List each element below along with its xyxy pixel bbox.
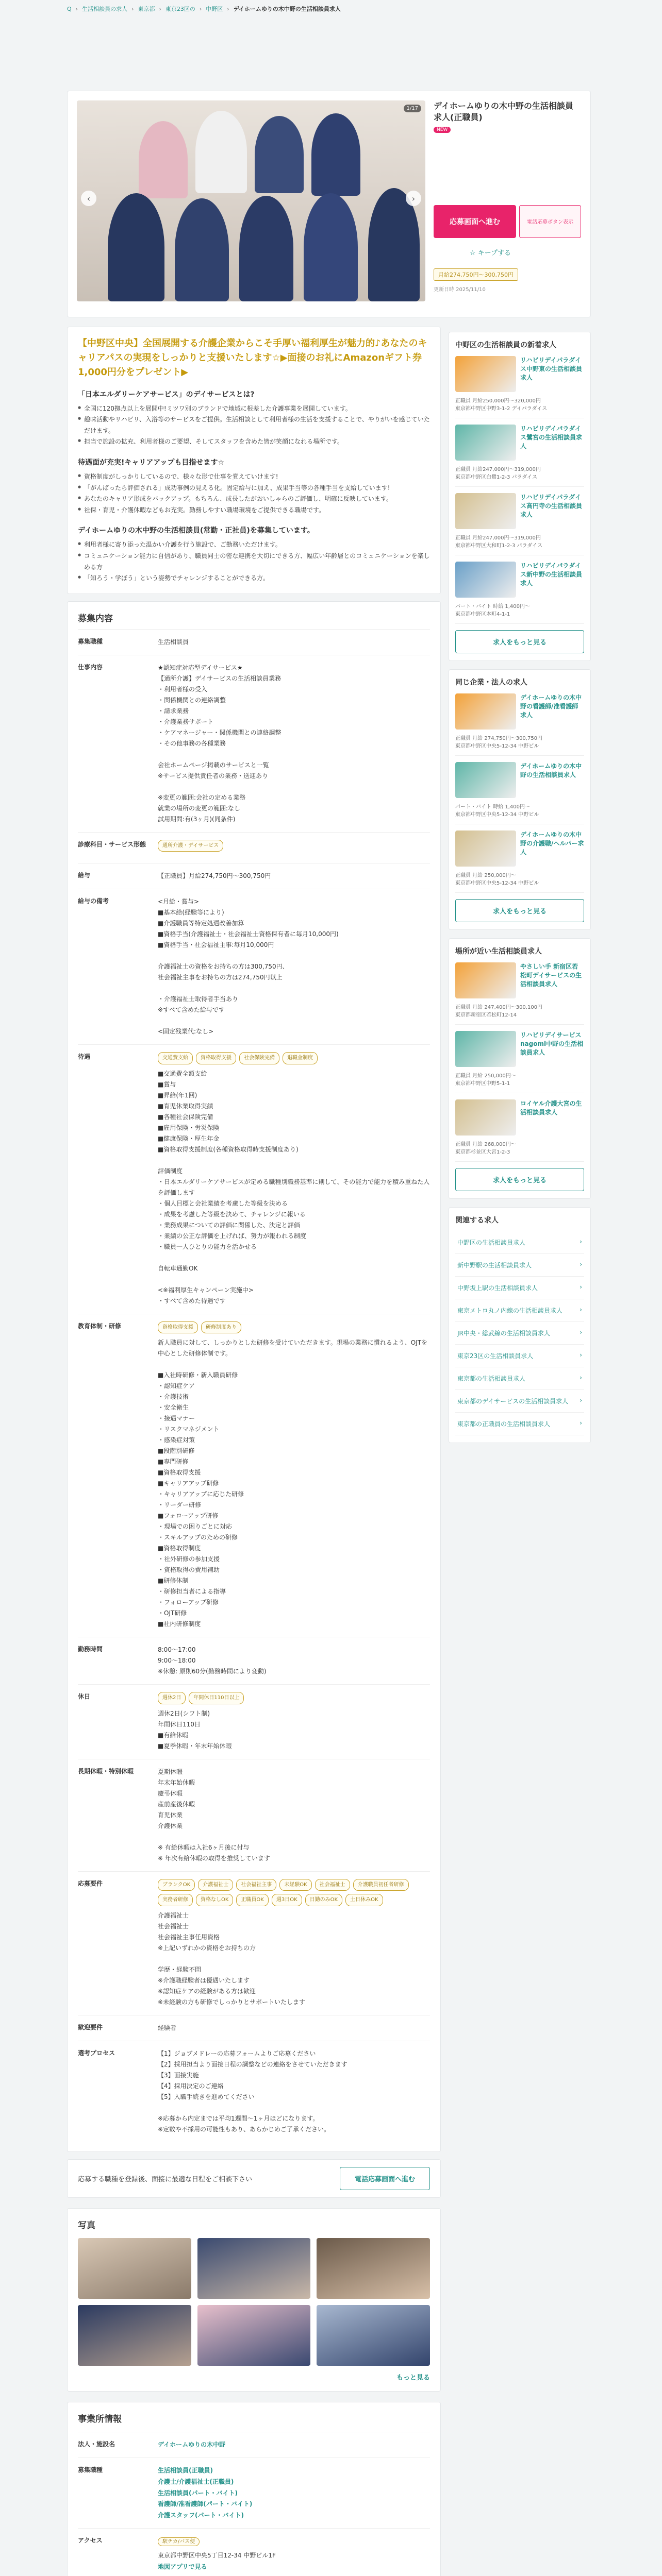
recruit-row-label: 給与 — [78, 872, 91, 879]
side-job-meta: 正職員 月給 268,000円〜 東京都杉並区大宮1-2-3 — [455, 1141, 584, 1162]
recruit-row-value — [158, 2023, 430, 2033]
photo-thumb[interactable] — [317, 2305, 430, 2366]
feature-tag: 社会保険完備 — [239, 1052, 279, 1064]
tag-list — [158, 1321, 430, 1334]
recruit-row-label: 長期休暇・特別休暇 — [78, 1767, 134, 1775]
office-address: 東京都中野区中央5丁目12-34 中野ビル1F — [158, 2551, 276, 2559]
breadcrumb-separator-icon: › — [227, 5, 229, 12]
feature-tag: 未経験OK — [279, 1879, 311, 1891]
recruit-row — [78, 1314, 430, 1637]
photo-counter: 1/17 — [404, 105, 421, 112]
recruit-row-value — [158, 1692, 430, 1752]
chevron-right-icon: › — [580, 1397, 582, 1404]
pay-badge: 月給274,750円〜300,750円 — [434, 268, 518, 281]
near-jobs-more-button[interactable]: 求人をもっと見る — [455, 630, 584, 653]
chevron-right-icon: › — [580, 1306, 582, 1313]
related-job-link[interactable] — [455, 1390, 584, 1413]
recruit-row-label: 選考プロセス — [78, 2049, 115, 2057]
side-job-thumb — [455, 831, 516, 867]
recruit-row-value — [158, 1645, 430, 1677]
recruit-row-label: 休日 — [78, 1693, 91, 1701]
office-job-link[interactable]: 介護士/介護福祉士(正職員) — [158, 2478, 234, 2485]
photo-thumb[interactable] — [197, 2305, 311, 2366]
recruit-row-label: 給与の備考 — [78, 897, 109, 905]
side-job-title[interactable]: リハビリデイパラダイス高円寺の生活相談員求人 — [520, 494, 583, 518]
related-job-label: 中野坂上駅の生活相談員求人 — [457, 1284, 538, 1292]
prev-photo-button[interactable]: ‹ — [81, 191, 96, 206]
side-job-meta: 正職員 月給 274,750円〜300,750円 東京都中野区中央5-12-34 中野ビル — [455, 735, 584, 756]
recruit-row-text: 介護福祉士 社会福祉士 社会福祉主事任用資格 ※上記いずれかの資格をお持ちの方 学歴・経験不問 ※介護職経験者は優遇いたします ※認知症ケアの経験がある方は歓迎 ※未経験の方も研修でしっかりとサポートいたします — [158, 1911, 306, 2006]
side-job-meta: 正職員 月給 250,000円〜 東京都中野区中央5-12-34 中野ビル — [455, 872, 584, 893]
related-job-link[interactable] — [455, 1254, 584, 1277]
side-job-meta: 正職員 月給250,000円〜320,000円 東京都中野区中野3-1-2 デイパラダイス — [455, 397, 584, 418]
side-job-card[interactable] — [455, 356, 584, 392]
area-jobs-box — [449, 938, 591, 1199]
related-job-link[interactable] — [455, 1413, 584, 1435]
recruit-row — [78, 1684, 430, 1759]
side-job-title[interactable]: リハビリデイパラダイス新中野の生活相談員求人 — [520, 562, 583, 587]
updated-date: 更新日時 2025/11/10 — [434, 286, 486, 293]
recruit-row-value — [158, 896, 430, 1037]
intro-list-1 — [78, 403, 430, 448]
feature-tag: 土日休みOK — [345, 1894, 383, 1906]
photos-title: 写真 — [78, 2220, 95, 2231]
related-job-label: 東京都のデイサービスの生活相談員求人 — [457, 1398, 569, 1405]
recruit-row-label: 待遇 — [78, 1053, 91, 1061]
chevron-right-icon: › — [580, 1419, 582, 1427]
apply-button[interactable]: 応募画面へ進む — [434, 205, 516, 238]
feature-tag: 介護職員初任者研修 — [353, 1879, 409, 1891]
recruit-row — [78, 1759, 430, 1871]
office-access-label: アクセス — [78, 2537, 103, 2545]
recruit-row-label: 応募要件 — [78, 1879, 103, 1887]
photos-section — [67, 2208, 441, 2392]
side-job-thumb — [455, 425, 516, 461]
feature-tag: 正職員OK — [236, 1894, 268, 1906]
next-photo-button[interactable]: › — [406, 191, 421, 206]
side-job-thumb — [455, 1031, 516, 1067]
recruit-row-label: 教育体制・研修 — [78, 1322, 122, 1330]
recruit-row-text: 8:00〜17:00 9:00〜18:00 ※休憩: 原則60分(勤務時間により変動) — [158, 1646, 267, 1675]
recruit-row — [78, 629, 430, 655]
recruit-title: 募集内容 — [78, 613, 113, 624]
map-app-link[interactable]: 地図アプリで見る — [158, 2563, 207, 2570]
new-badge: NEW — [434, 127, 451, 133]
side-job-title[interactable]: デイホームゆりの木中野の看護師/准看護師求人 — [520, 694, 582, 719]
feature-tag: 年間休日110日以上 — [189, 1692, 244, 1704]
recruit-row-value — [158, 1321, 430, 1630]
chevron-right-icon: › — [580, 1329, 582, 1336]
breadcrumb — [0, 0, 662, 18]
side-job-title[interactable]: やさしい手 新宿区若松町デイサービスの生活相談員求人 — [520, 963, 582, 988]
recruit-row-value — [158, 2048, 430, 2135]
office-job-link[interactable]: 生活相談員(パート・バイト) — [158, 2489, 238, 2497]
job-title: デイホームゆりの木中野の生活相談員求人(正職員) — [434, 101, 573, 123]
intro-list-item: ● 利用者様に寄り添った温かい介護を行う施設で、ご勤務いただけます。 — [78, 539, 430, 551]
recruit-row-text: 【正職員】月給274,750円〜300,750円 — [158, 872, 271, 880]
tag-list — [158, 840, 430, 852]
side-job-card[interactable] — [455, 762, 584, 798]
office-section — [67, 2402, 441, 2576]
area-jobs-title: 場所が近い生活相談員求人 — [455, 947, 542, 956]
recruit-row-value — [158, 1767, 430, 1864]
chevron-right-icon: › — [580, 1283, 582, 1291]
photo-thumb[interactable] — [197, 2238, 311, 2299]
related-job-label: 東京メトロ丸ノ内線の生活相談員求人 — [457, 1307, 563, 1314]
recruit-row-text: 経験者 — [158, 2024, 177, 2031]
intro-heading-2: 待遇面が充実!キャリアアップも目指せます☆ — [78, 459, 224, 467]
photo-thumb[interactable] — [317, 2238, 430, 2299]
hero-photo[interactable] — [77, 100, 425, 301]
recruit-row — [78, 1637, 430, 1684]
chevron-right-icon: › — [580, 1238, 582, 1245]
intro-section — [67, 327, 441, 594]
recruit-row-text: ■交通費全額支給 ■賞与 ■昇給(年1回) ■育児休業取得実績 ■各種社会保険完備 ■雇用保険・労災保険 ■健康保険・厚生年金 ■資格取得支援制度(各種資格取得時支援制度あり) 評価制度 ・日本エルダリーケアサービスが定める職種別職務基準に則して、その能力で能力を積み重ねた人を評価します ・個人目標と会社業績を考慮した等級を決める ・成果を考慮した等級を決めて、チャレンジに報いる ・業務成果についての評価に関係した、決定と評価 ・業績の公正な評価を上げれば、努力が報われる制度 ・職員一人ひとりの能力を活かせる 自転車通勤OK <※福利厚生キャンペーン実施中> ・すべて含めた待遇です — [158, 1070, 430, 1304]
related-job-label: JR中央・総武線の生活相談員求人 — [457, 1330, 550, 1337]
office-job-link[interactable]: 看護師/准看護師(パート・バイト) — [158, 2500, 253, 2508]
chevron-right-icon: › — [580, 1374, 582, 1381]
tag-list — [158, 1052, 430, 1064]
area-jobs-more-button[interactable]: 求人をもっと見る — [455, 1168, 584, 1191]
side-job-thumb — [455, 962, 516, 998]
feature-tag: 資格取得支援 — [158, 1321, 198, 1334]
related-job-label: 中野区の生活相談員求人 — [457, 1239, 526, 1246]
intro-list-item: ● 担当で施設の拡充、利用者様のご要望、そしてスタッフを含めた皆が笑顔になれる場所です。 — [78, 436, 430, 448]
recruit-row-label: 募集職種 — [78, 637, 103, 645]
same-company-box — [449, 669, 591, 930]
side-job-title[interactable]: デイホームゆりの木中野の生活相談員求人 — [520, 762, 582, 778]
side-job-meta: パート・バイト 時給 1,400円〜 東京都中野区本町4-1-1 — [455, 603, 584, 624]
side-job-meta: 正職員 月給 250,000円〜 東京都中野区中野5-1-1 — [455, 1072, 584, 1093]
recruit-row — [78, 655, 430, 832]
recruit-row-label: 診療科目・サービス形態 — [78, 840, 146, 848]
intro-list-item: ● 資格制度がしっかりしているので、様々な形で仕事を覚えていけます! — [78, 471, 430, 483]
cta-bar — [67, 2159, 441, 2198]
intro-lead: 【中野区中央】全国展開する介護企業からこそ手厚い福利厚生が魅力的♪あなたのキャリアパスの実現をしっかりと支援いたします☆▶面接のお礼にAmazonギフト券1,000円分をプレゼント▶ — [78, 338, 427, 378]
office-jobs-label: 募集職種 — [78, 2466, 103, 2474]
feature-tag: 交通費支給 — [158, 1052, 193, 1064]
related-job-link[interactable] — [455, 1277, 584, 1299]
side-job-thumb — [455, 562, 516, 598]
feature-tag: 社会福祉士 — [315, 1879, 350, 1891]
side-job-thumb — [455, 1099, 516, 1136]
breadcrumb-link[interactable]: Q — [67, 5, 72, 12]
feature-tag: 介護福祉士 — [198, 1879, 233, 1891]
breadcrumb-link[interactable]: 東京23区の — [165, 6, 195, 12]
related-job-link[interactable] — [455, 1322, 584, 1345]
recruit-section — [67, 601, 441, 2152]
tel-apply-button[interactable]: 電話応募ボタン表示 — [519, 205, 581, 238]
breadcrumb-separator-icon: › — [75, 5, 78, 12]
recruit-row-label: 歓迎要件 — [78, 2023, 103, 2031]
office-name-label: 法人・施設名 — [78, 2440, 115, 2448]
photo-thumb[interactable] — [78, 2305, 191, 2366]
office-title: 事業所情報 — [78, 2414, 122, 2425]
intro-heading-1: 「日本エルダリーケアサービス」のデイサービスとは? — [78, 390, 255, 399]
side-job-card[interactable] — [455, 962, 584, 998]
same-company-title: 同じ企業・法人の求人 — [455, 679, 527, 687]
recruit-row — [78, 1044, 430, 1314]
side-job-title[interactable]: リハビリデイパラダイス鷺宮の生活相談員求人 — [520, 425, 583, 450]
side-job-meta: 正職員 月給247,000円〜319,000円 東京都中野区大和町1-2-3 パラダイス — [455, 534, 584, 555]
breadcrumb-link[interactable]: 東京都 — [138, 6, 155, 12]
recruit-row — [78, 889, 430, 1044]
recruit-row-text: 週休2日(シフト制) 年間休日110日 ■有給休暇 ■夏季休暇・年末年始休暇 — [158, 1709, 232, 1750]
feature-tag: 日勤のみOK — [305, 1894, 342, 1906]
recruit-row-label: 仕事内容 — [78, 663, 103, 671]
recruit-row — [78, 2015, 430, 2041]
job-header — [67, 91, 591, 317]
feature-tag: 研修制度あり — [201, 1321, 241, 1334]
recruit-row — [78, 832, 430, 863]
side-job-thumb — [455, 762, 516, 798]
intro-list-item: ● 全国に120拠点以上を展開中!ミツワ別のブランドで地域に根差した介護事業を展開しています。 — [78, 403, 430, 415]
side-job-meta: 正職員 月給247,000円〜319,000円 東京都中野区白鷺1-2-3 パラダイス — [455, 466, 584, 487]
recruit-row — [78, 863, 430, 889]
side-job-card[interactable] — [455, 693, 584, 730]
related-job-label: 新中野駅の生活相談員求人 — [457, 1262, 532, 1269]
same-jobs-more-button[interactable]: 求人をもっと見る — [455, 899, 584, 922]
side-job-meta: 正職員 月給 247,400円〜300,100円 東京都新宿区若松町12-14 — [455, 1004, 584, 1025]
side-job-thumb — [455, 493, 516, 529]
side-job-card[interactable] — [455, 1099, 584, 1136]
intro-list-3 — [78, 539, 430, 584]
intro-list-item: ● 趣味活動やリハビリ、入浴等のサービスをご提供。生活相談として利用者様の生活を支援することで、やりがいを感じていただけます。 — [78, 414, 430, 436]
tag-list — [158, 1879, 430, 1906]
recruit-row-text: <月給・賞与> ■基本給(経験等により) ■介護職員等特定処遇改善加算 ■資格手当(介護福祉士・社会福祉士資格保有者に毎月10,000円) ■資格手当・社会福祉主事:毎月10,000円 介護福祉士の資格をお持ちの方は300,750円、 社会福祉主事をお持ちの方は274,750円以上 ・介護福祉士取得者手当あり ※すべて含めた給与です <固定残業代:なし> — [158, 898, 339, 1036]
feature-tag: ブランクOK — [158, 1879, 195, 1891]
intro-list-2 — [78, 471, 430, 516]
side-job-thumb — [455, 693, 516, 730]
side-job-meta: パート・バイト 時給 1,400円〜 東京都中野区中央5-12-34 中野ビル — [455, 803, 584, 824]
feature-tag: 資格なしOK — [196, 1894, 233, 1906]
side-job-card[interactable] — [455, 562, 584, 598]
side-job-card[interactable] — [455, 493, 584, 529]
intro-list-item: ● あなたのキャリア形成をバックアップ。もちろん、成長したがおいしゃらのご評価し、明確に反映しています。 — [78, 494, 430, 505]
recruit-row-label: 勤務時間 — [78, 1646, 103, 1653]
keep-button[interactable]: ☆ キープする — [469, 249, 511, 257]
side-job-card[interactable] — [455, 831, 584, 867]
recruit-row-value — [158, 1052, 430, 1307]
photos-more-link[interactable]: もっと見る — [396, 2374, 430, 2382]
related-job-link[interactable] — [455, 1345, 584, 1367]
side-job-title[interactable]: リハビリデイサービスnagomi中野の生活相談員求人 — [520, 1031, 584, 1056]
feature-tag: 資格取得支援 — [196, 1052, 236, 1064]
breadcrumb-separator-icon: › — [159, 5, 161, 12]
intro-list-item: ● 「がんばったら評価される」成功事例の見える化。固定給与に加え、成果手当等の各種手当を支給しています! — [78, 483, 430, 494]
side-job-card[interactable] — [455, 1031, 584, 1067]
recruit-row-value — [158, 871, 430, 882]
related-job-label: 東京23区の生活相談員求人 — [457, 1352, 534, 1360]
chevron-right-icon: › — [580, 1351, 582, 1359]
related-job-link[interactable] — [455, 1367, 584, 1390]
breadcrumb-separator-icon: › — [131, 5, 134, 12]
recruit-row-text: ★認知症対応型デイサービス★ 【通所介護】デイサービスの生活相談員業務 ・利用者様の受入 ・関係機関との連絡調整 ・請求業務 ・介護業務サポート ・ケアマネージャー・関係機関との連絡調整 ・その他事務の各種業務 会社ホームページ掲載のサービスと一覧 ※サービス提供責任者の業務・送迎あり ※変更の範囲:会社の定める業務 就業の場所の変更の範囲:なし 試用期間:有(3ヶ月)(同条件) — [158, 664, 282, 823]
recruit-row-text: 夏期休暇 年末年始休暇 慶弔休暇 産前産後休暇 育児休業 介護休業 ※ 有給休暇は入社6ヶ月後に付与 ※ 年次有給休暇の取得を推奨しています — [158, 1768, 270, 1862]
feature-tag: 通所介護・デイサービス — [158, 840, 223, 852]
feature-tag: 退職金制度 — [283, 1052, 318, 1064]
recruit-row-text: 新人職員に対して、しっかりとした研修を受けていただきます。現場の業務に慣れるよう、OJTを中心とした研修体制です。 ■入社時研修・新入職員研修 ・認知症ケア ・介護技術 ・安全衛生 ・接遇マナー ・リスクマネジメント ・感染症対策 ■段階別研修 ■専門研修 ■資格取得支援 ■キャリアアップ研修 ・キャリアアップに応じた研修 ・リーダー研修 ■フォローアップ研修 ・現場での困りごとに対応 ・スキルアップのための研修 ■資格取得制度 ・社外研修の参加支援 ・資格取得の費用補助 ■研修体制 ・研修担当者による指導 ・フォローアップ研修 ・OJT研修 ■社内研修制度 — [158, 1339, 428, 1628]
related-jobs-title: 関連する求人 — [455, 1216, 499, 1225]
related-job-label: 東京都の正職員の生活相談員求人 — [457, 1420, 551, 1428]
breadcrumb-separator-icon: › — [199, 5, 202, 12]
access-tag: 駅チカ/バス便 — [158, 2537, 200, 2546]
related-job-link[interactable] — [455, 1231, 584, 1254]
office-job-link[interactable]: 介護スタッフ(パート・バイト) — [158, 2511, 244, 2519]
recruit-row — [78, 1871, 430, 2015]
recruit-row-text: 生活相談員 — [158, 638, 189, 646]
feature-tag: 社会福祉主事 — [236, 1879, 276, 1891]
related-job-link[interactable] — [455, 1299, 584, 1322]
intro-list-item: ● コミュニケーション能力に自信があり、職員同士の密な連携を大切にできる方、幅広い年齢層とのコミュニケーションを楽しめる方 — [78, 551, 430, 573]
recruit-row-value — [158, 1879, 430, 2008]
recruit-row-value — [158, 663, 430, 825]
photo-thumb[interactable] — [78, 2238, 191, 2299]
related-job-label: 東京都の生活相談員求人 — [457, 1375, 526, 1382]
recruit-row-value — [158, 637, 430, 648]
recruit-row-value — [158, 840, 430, 856]
cta-text: 応募する職種を登録後、面接に最適な日程をご相談下さい — [78, 2175, 253, 2183]
near-jobs-title: 中野区の生活相談員の新着求人 — [455, 341, 556, 349]
feature-tag: 週3日OK — [272, 1894, 302, 1906]
breadcrumb-current: デイホームゆりの木中野の生活相談員求人 — [233, 6, 341, 12]
feature-tag: 週休2日 — [158, 1692, 186, 1704]
office-name-link[interactable]: デイホームゆりの木中野 — [158, 2441, 226, 2448]
side-job-title[interactable]: リハビリデイパラダイス中野東の生活相談員求人 — [520, 357, 583, 381]
near-jobs-box — [449, 332, 591, 661]
chevron-right-icon: › — [580, 1261, 582, 1268]
breadcrumb-link[interactable]: 中野区 — [206, 6, 223, 12]
recruit-row-text: 【1】ジョブメドレーの応募フォームよりご応募ください 【2】採用担当より面接日程の調整などの連絡をさせていただきます 【3】面接実施 【4】採用決定のご連絡 【5】入職手続きを進めてください ※応募から内定までは平均1週間〜1ヶ月ほどになります。 ※定数や不採用の可能性もあり、あらかじめご了承ください。 — [158, 2049, 347, 2133]
tag-list — [158, 1692, 430, 1704]
intro-list-item: ● 社保・育児・介護休暇などもお充実。勤務しやすい職場環境をご提供できる職場です。 — [78, 505, 430, 516]
related-jobs-box — [449, 1207, 591, 1443]
side-job-title[interactable]: ロイヤル介護大宮の生活相談員求人 — [520, 1100, 582, 1116]
intro-heading-3: デイホームゆりの木中野の生活相談員(常勤・正社員)を募集しています。 — [78, 527, 315, 535]
recruit-row — [78, 2041, 430, 2142]
tel-apply-cta-button[interactable]: 電話応募画面へ進む — [340, 2167, 430, 2190]
feature-tag: 実務者研修 — [158, 1894, 193, 1906]
intro-list-item: ● 「知ろう・学ぼう」という姿勢でチャレンジすることができる方。 — [78, 573, 430, 584]
side-job-card[interactable] — [455, 425, 584, 461]
office-job-link[interactable]: 生活相談員(正職員) — [158, 2467, 213, 2475]
side-job-title[interactable]: デイホームゆりの木中野の介護職/ヘルパー求人 — [520, 831, 584, 856]
side-job-thumb — [455, 356, 516, 392]
breadcrumb-link[interactable]: 生活相談員の求人 — [82, 6, 128, 12]
